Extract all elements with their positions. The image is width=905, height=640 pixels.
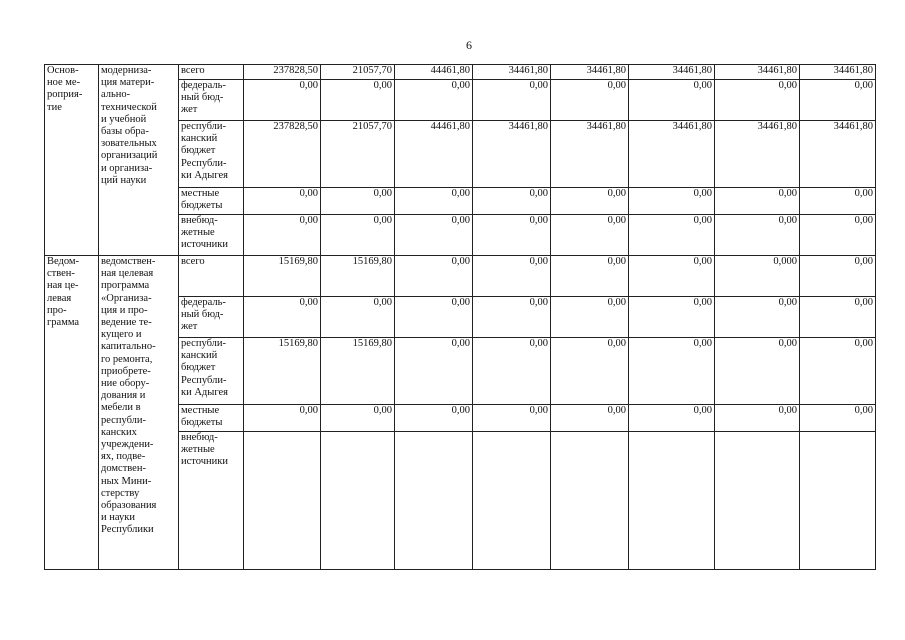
amount-cell: 0,00: [395, 80, 473, 121]
table-row: [45, 256, 876, 297]
funding-source-label: всего: [181, 65, 205, 76]
amount-cell: 0,00: [244, 405, 321, 432]
funding-source-cell: [179, 80, 244, 121]
amount-cell: 15169,80: [321, 338, 395, 405]
amount-cell: [551, 432, 629, 570]
amount-cell: 0,00: [244, 215, 321, 256]
amount-cell: 0,00: [629, 297, 715, 338]
amount-cell: 0,00: [473, 338, 551, 405]
amount-cell: 34461,80: [473, 65, 551, 80]
funding-source-label: всего: [181, 256, 205, 267]
amount-cell: 0,00: [321, 188, 395, 215]
amount-cell: 0,00: [800, 256, 876, 297]
amount-cell: 0,00: [629, 188, 715, 215]
amount-cell: 0,00: [715, 215, 800, 256]
amount-cell: 0,00: [551, 297, 629, 338]
amount-cell: 0,00: [800, 405, 876, 432]
activity-type-cell: [45, 256, 99, 570]
amount-cell: 0,00: [715, 188, 800, 215]
activity-name-text: модерниза- ция матери- ально- технической и учебной базы обра- зовательных организаций и организа- ций науки: [101, 65, 158, 186]
funding-source-label: федераль- ный бюд- жет: [181, 297, 226, 333]
funding-source-cell: [179, 432, 244, 570]
amount-cell: 0,00: [473, 80, 551, 121]
amount-cell: 0,00: [629, 256, 715, 297]
amount-cell: 0,00: [321, 297, 395, 338]
amount-cell: 237828,50: [244, 65, 321, 80]
funding-source-label: республи- канский бюджет Республи- ки Адыгея: [181, 338, 228, 398]
amount-cell: 0,00: [800, 188, 876, 215]
amount-cell: 0,00: [629, 405, 715, 432]
amount-cell: 0,00: [395, 405, 473, 432]
funding-source-label: республи- канский бюджет Республи- ки Адыгея: [181, 121, 228, 181]
amount-cell: 0,00: [551, 215, 629, 256]
amount-cell: 0,00: [395, 215, 473, 256]
amount-cell: 237828,50: [244, 121, 321, 188]
amount-cell: [395, 432, 473, 570]
activity-name-cell: [99, 65, 179, 256]
funding-source-cell: [179, 256, 244, 297]
amount-cell: [800, 432, 876, 570]
amount-cell: 34461,80: [551, 121, 629, 188]
amount-cell: [321, 432, 395, 570]
amount-cell: 44461,80: [395, 121, 473, 188]
amount-cell: 0,00: [395, 256, 473, 297]
amount-cell: 15169,80: [244, 338, 321, 405]
table-row: [45, 65, 876, 80]
amount-cell: 0,00: [800, 297, 876, 338]
amount-cell: 0,00: [551, 80, 629, 121]
funding-source-cell: [179, 65, 244, 80]
amount-cell: 0,00: [244, 297, 321, 338]
amount-cell: 0,00: [800, 80, 876, 121]
amount-cell: 0,00: [473, 215, 551, 256]
amount-cell: 0,00: [395, 188, 473, 215]
amount-cell: 0,00: [244, 188, 321, 215]
amount-cell: 0,00: [629, 80, 715, 121]
amount-cell: 21057,70: [321, 121, 395, 188]
budget-table: [44, 64, 876, 570]
activity-type-text: Ведом- ствен- ная це- левая про- грамма: [47, 256, 80, 329]
amount-cell: 0,00: [473, 188, 551, 215]
amount-cell: 0,00: [473, 405, 551, 432]
amount-cell: 0,00: [395, 297, 473, 338]
amount-cell: [715, 432, 800, 570]
activity-name-text: ведомствен- ная целевая программа «Организа- ция и про- ведение те- кущего и капитально- го ремонта, приобрете- ние обору- дования и мебели в республи- канских учреждени- ях, подве- домствен- ных Мини- стерству образования и науки Республики: [101, 256, 157, 536]
amount-cell: 0,00: [321, 80, 395, 121]
amount-cell: 0,00: [321, 405, 395, 432]
funding-source-label: местные бюджеты: [181, 188, 223, 212]
amount-cell: 21057,70: [321, 65, 395, 80]
amount-cell: 15169,80: [321, 256, 395, 297]
funding-source-label: местные бюджеты: [181, 405, 223, 429]
page-number: 6: [466, 38, 472, 52]
amount-cell: 0,00: [473, 297, 551, 338]
funding-source-cell: [179, 338, 244, 405]
activity-type-cell: [45, 65, 99, 256]
amount-cell: 0,00: [800, 338, 876, 405]
amount-cell: [473, 432, 551, 570]
funding-source-label: федераль- ный бюд- жет: [181, 80, 226, 116]
funding-source-cell: [179, 121, 244, 188]
amount-cell: 0,00: [244, 80, 321, 121]
amount-cell: 0,00: [551, 405, 629, 432]
amount-cell: 0,00: [473, 256, 551, 297]
amount-cell: 0,00: [395, 338, 473, 405]
amount-cell: 34461,80: [551, 65, 629, 80]
amount-cell: 0,00: [629, 215, 715, 256]
amount-cell: 34461,80: [715, 65, 800, 80]
amount-cell: 34461,80: [800, 121, 876, 188]
amount-cell: 0,00: [715, 405, 800, 432]
amount-cell: 34461,80: [629, 65, 715, 80]
amount-cell: 0,00: [629, 338, 715, 405]
amount-cell: 34461,80: [715, 121, 800, 188]
activity-name-cell: [99, 256, 179, 570]
amount-cell: 0,00: [800, 215, 876, 256]
activity-type-text: Основ- ное ме- роприя- тие: [47, 65, 83, 113]
amount-cell: 0,00: [715, 338, 800, 405]
amount-cell: [244, 432, 321, 570]
funding-source-cell: [179, 188, 244, 215]
amount-cell: 34461,80: [473, 121, 551, 188]
funding-source-cell: [179, 405, 244, 432]
amount-cell: 15169,80: [244, 256, 321, 297]
funding-source-label: внебюд- жетные источники: [181, 215, 228, 251]
amount-cell: 0,00: [715, 80, 800, 121]
funding-source-cell: [179, 215, 244, 256]
amount-cell: 0,00: [715, 297, 800, 338]
funding-source-label: внебюд- жетные источники: [181, 432, 228, 468]
amount-cell: 34461,80: [800, 65, 876, 80]
amount-cell: 0,000: [715, 256, 800, 297]
amount-cell: 0,00: [551, 188, 629, 215]
amount-cell: 0,00: [551, 338, 629, 405]
amount-cell: 34461,80: [629, 121, 715, 188]
amount-cell: [629, 432, 715, 570]
amount-cell: 0,00: [551, 256, 629, 297]
funding-source-cell: [179, 297, 244, 338]
amount-cell: 0,00: [321, 215, 395, 256]
amount-cell: 44461,80: [395, 65, 473, 80]
